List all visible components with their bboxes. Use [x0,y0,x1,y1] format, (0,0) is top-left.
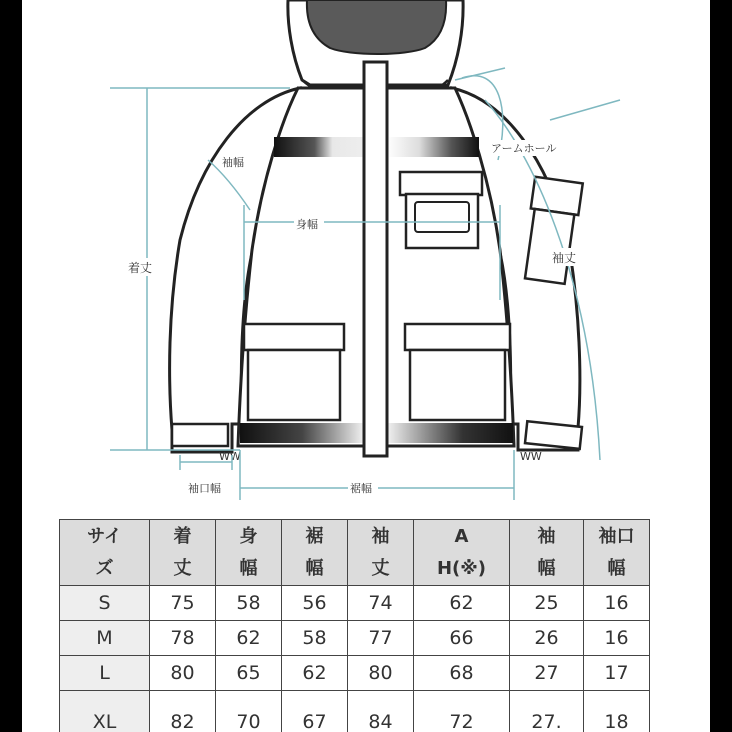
size-cell: S [60,586,150,621]
header-cuff-width: 袖口 幅 [584,520,650,586]
cuff-width-label: 袖口幅 [188,482,221,495]
table-cell: 80 [348,656,414,691]
sleeve-width-label: 袖幅 [222,156,244,169]
table-row [60,621,650,656]
table-cell: 65 [216,656,282,691]
table-row [60,691,650,732]
hem-width-label: 裾幅 [350,482,372,495]
table-cell: 74 [348,586,414,621]
table-cell: 67 [282,691,348,732]
chest-band-left [274,137,364,157]
header-size: サイ ズ [60,520,150,586]
left-elastic-icon: WW [219,450,241,463]
body-width-label: 身幅 [296,218,318,231]
table-cell: 78 [150,621,216,656]
table-cell: 58 [282,621,348,656]
header-body-width: 身 幅 [216,520,282,586]
size-guide-canvas [22,0,710,732]
table-cell: 70 [216,691,282,732]
table-cell: 17 [584,656,650,691]
table-cell: 75 [150,586,216,621]
chest-band-right [387,137,479,157]
zipper-placket [364,62,387,456]
table-cell: 80 [150,656,216,691]
header-length: 着 丈 [150,520,216,586]
table-row [60,586,650,621]
hem-band-left [240,423,364,443]
size-cell: L [60,656,150,691]
right-cuff [525,421,582,449]
table-cell: 62 [216,621,282,656]
armhole-label: アームホール [491,142,557,155]
header-armhole: A H(※) [414,520,510,586]
right-elastic-icon: WW [520,450,542,463]
chest-pocket [400,172,482,248]
table-cell: 27 [510,656,584,691]
table-cell: 68 [414,656,510,691]
table-cell: 62 [414,586,510,621]
size-cell: M [60,621,150,656]
table-header-row [60,520,650,586]
length-label: 着丈 [128,261,153,275]
table-cell: 84 [348,691,414,732]
left-cuff [172,424,228,446]
table-cell: 56 [282,586,348,621]
header-hem-width: 裾 幅 [282,520,348,586]
table-cell: 16 [584,621,650,656]
table-cell: 27. [510,691,584,732]
table-cell: 25 [510,586,584,621]
table-cell: 58 [216,586,282,621]
left-lower-pocket [244,324,344,420]
table-cell: 26 [510,621,584,656]
table-cell: 77 [348,621,414,656]
right-lower-pocket [405,324,510,420]
table-row [60,656,650,691]
jacket-diagram [22,0,710,510]
header-sleeve-length: 袖 丈 [348,520,414,586]
table-cell: 16 [584,586,650,621]
hem-band-right [387,423,513,443]
table-cell: 62 [282,656,348,691]
size-cell: XL [60,691,150,732]
table-cell: 18 [584,691,650,732]
table-cell: 72 [414,691,510,732]
sleeve-length-label: 袖丈 [552,251,577,265]
size-chart-table [59,519,650,732]
table-cell: 82 [150,691,216,732]
header-sleeve-width: 袖 幅 [510,520,584,586]
table-cell: 66 [414,621,510,656]
